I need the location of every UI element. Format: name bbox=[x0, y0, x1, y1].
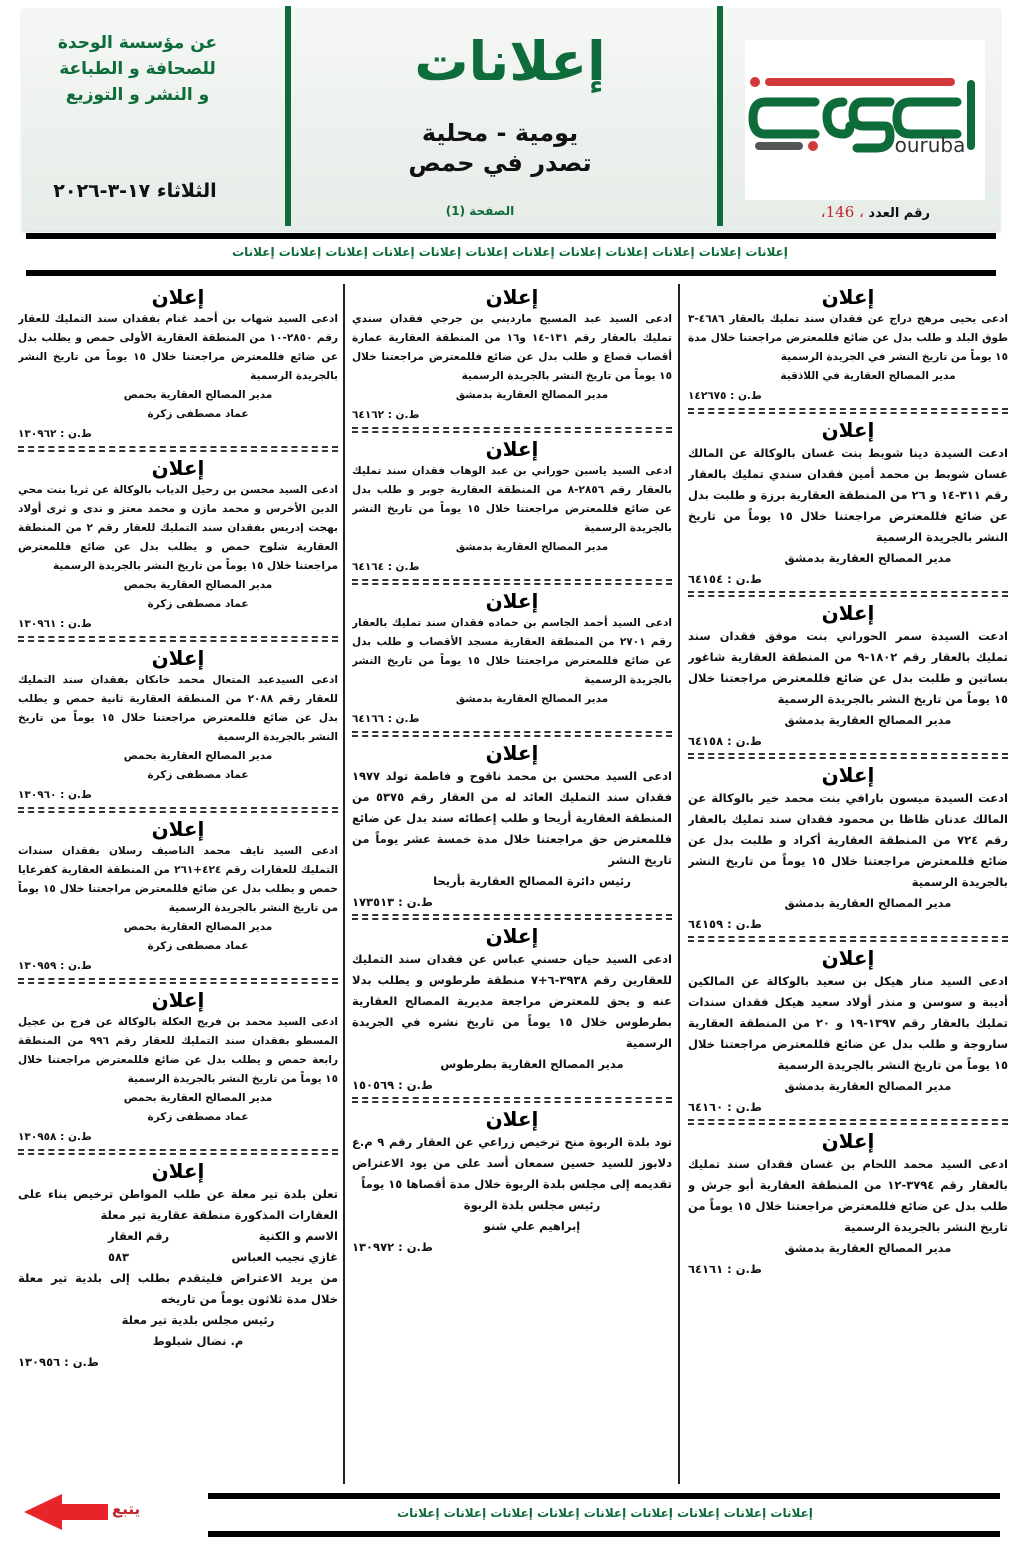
classified-ad bbox=[688, 600, 1008, 751]
ad-signatory-name: عماد مصطفى زكرة bbox=[147, 1111, 249, 1123]
ad-heading: إعلان bbox=[821, 601, 875, 625]
page-number: الصفحة (1) bbox=[445, 204, 515, 218]
ad-heading: إعلان bbox=[151, 646, 205, 670]
table-header-property: رقم العقار bbox=[108, 1229, 170, 1243]
ad-reference: ط.ن : ٦٤١٦١ bbox=[688, 1262, 762, 1276]
ad-body: ادعت السيدة سمر الحوراني بنت موفق فقدان سند تمليك بالعقار رقم ١٨٠٢-٩ من المنطقة العقارية شاغور بساتين و طلبت بدل عن ضائع فللمعترض مراجعتنا خلال ١٥ يوماً من تاريخ النشر بالجريدة الرسمية bbox=[688, 629, 1008, 706]
ad-signature: مدير المصالح العقارية بدمشق bbox=[455, 693, 609, 705]
ad-signatory-name: م. نضال شبلوط bbox=[152, 1334, 244, 1348]
ad-table-header bbox=[18, 1226, 338, 1247]
ad-signature: رئيس دائرة المصالح العقارية بأريحا bbox=[433, 874, 631, 888]
ad-reference: ط.ن : ٦٤١٥٨ bbox=[688, 734, 762, 748]
classified-ad bbox=[18, 645, 338, 805]
issue-date: الثلاثاء ١٧-٣-٢٠٢٦ bbox=[53, 180, 217, 202]
ad-heading: إعلان bbox=[485, 924, 539, 948]
ad-separator bbox=[18, 446, 338, 452]
newspaper-logo bbox=[745, 40, 985, 200]
ad-heading: إعلان bbox=[821, 1129, 875, 1153]
logo-graphic bbox=[745, 40, 985, 200]
ad-body: ادعى السيد محسن بن محمد ناقوح و فاطمة تولد ١٩٧٧ فقدان سند التمليك العائد له من العقار رقم ٥٣٧٥ من المنطقة العقارية أريحا و طلب إعطائه سند بدل عن ضائع فللمعترض حق مراجعتنا خلال مدة خمسة عشر يوماً من تاريخ النشر bbox=[352, 769, 672, 867]
ad-signature: مدير المصالح العقارية بحمص bbox=[123, 750, 273, 762]
publisher-info bbox=[30, 30, 245, 108]
ad-signatory-name: إبراهيم علي شنو bbox=[483, 1219, 581, 1233]
column-divider bbox=[678, 284, 680, 1484]
ad-separator bbox=[352, 731, 672, 737]
ad-reference: ط.ن : ١٣٠٩٦٠ bbox=[18, 789, 92, 801]
footer-rule bbox=[208, 1493, 1000, 1499]
subtitle bbox=[350, 118, 650, 178]
publisher-line: عن مؤسسة الوحدة bbox=[57, 33, 218, 53]
ad-separator bbox=[352, 1097, 672, 1103]
ad-signatory-name: عماد مصطفى زكرة bbox=[147, 598, 249, 610]
ad-separator bbox=[688, 591, 1008, 597]
page-title: إعلانات bbox=[414, 30, 606, 93]
publisher-line: و النشر و التوزيع bbox=[65, 85, 210, 105]
column-middle bbox=[352, 284, 672, 1484]
table-header-name: الاسم و الكنية bbox=[258, 1229, 338, 1243]
ad-separator bbox=[688, 936, 1008, 942]
ad-signatory-name: عماد مصطفى زكرة bbox=[147, 408, 249, 420]
ad-body: ادعت السيدة دينا شوبط بنت غسان بالوكالة عن المالك غسان شوبط بن محمد أمين فقدان سندي تمليك بالعقار رقم ٣١١-١٤ و ٢٦ من المنطقة العقارية برزة و طلبت بدل عن ضائع فللمعترض مراجعتنا خلال ١٥ يوماً من تاريخ النشر بالجريدة الرسمية bbox=[688, 446, 1008, 544]
ad-reference: ط.ن : ٦٤١٥٩ bbox=[688, 917, 762, 931]
ad-signature: رئيس مجلس بلدة الربوة bbox=[463, 1198, 601, 1212]
ad-reference: ط.ن : ١٧٣٥١٣ bbox=[352, 895, 433, 909]
ad-heading: إعلان bbox=[821, 946, 875, 970]
ad-body: ادعى السيد شهاب بن أحمد غنام بفقدان سند التمليك للعقار رقم ٢٨٥٠-١٠ من المنطقة العقارية الأولى حمص و يطلب بدل عن ضائع فللمعترض مراجعتنا خلال ١٥ يوماً من تاريخ النشر بالجريدة الرسمية bbox=[18, 313, 338, 382]
ad-heading: إعلان bbox=[151, 817, 205, 841]
ad-reference: ط.ن : ١٤٢٦٧٥ bbox=[688, 390, 762, 402]
ad-separator bbox=[688, 408, 1008, 414]
ad-body: ادعت السيدة ميسون بارافي بنت محمد خير بالوكالة عن المالك عدنان ظاظا بن محمود فقدان سند تمليك بالعقار رقم ٧٢٤ من المنطقة العقارية أكراد و طلبت بدل عن ضائع فللمعترض مراجعتنا خلال ١٥ يوماً من تاريخ النشر بالجريدة الرسمية bbox=[688, 791, 1008, 889]
ad-reference: ط.ن : ١٣٠٩٥٦ bbox=[18, 1355, 99, 1369]
banner-text: إعلانات إعلانات إعلانات إعلانات إعلانات إعلانات إعلانات إعلانات إعلانات إعلانات إعلانات إعلانات bbox=[232, 245, 788, 259]
logo-latin-text: ouruba bbox=[894, 133, 966, 157]
ad-body: ادعى السيد محسن بن رحيل الدياب بالوكالة عن ثريا بنت محي الدين الأخرس و محمد مازن و محمد معتز و ندى و ثرى أولاد بهجت إدريس بفقدان سند التمليك للعقار رقم ٢ من المنطقة العقارية شلوح حمص و يطلب بدل عن ضائع فللمعترض مراجعتنا خلال ١٥ يوماً من تاريخ النشر بالجريدة الرسمية bbox=[18, 484, 338, 572]
ad-separator bbox=[352, 579, 672, 585]
ad-table-row bbox=[18, 1247, 338, 1268]
classified-ad bbox=[688, 417, 1008, 589]
ad-heading: إعلان bbox=[485, 437, 539, 461]
ad-body: ادعى السيد منار هيكل بن سعيد بالوكالة عن المالكين أديبة و سوسن و منذر أولاد سعيد هيكل فقدان سندات تمليك بالعقار رقم ١٣٩٧-١٩ و ٢٠ من المنطقة العقارية ساروجة و طلب بدل عن ضائع فللمعترض مراجعتنا خلال ١٥ يوماً من تاريخ النشر بالجريدة الرسمية bbox=[688, 974, 1008, 1072]
classified-ad bbox=[352, 284, 672, 425]
ad-reference: ط.ن : ٦٤١٦٤ bbox=[352, 561, 420, 573]
ad-separator bbox=[18, 807, 338, 813]
ad-reference: ط.ن : ١٣٠٩٦١ bbox=[18, 618, 92, 630]
column-right bbox=[688, 284, 1008, 1484]
ad-reference: ط.ن : ٦٤١٥٤ bbox=[688, 572, 762, 586]
ad-body: ادعى السيد نايف محمد الناصيف رسلان بفقدان سندات التمليك للعقارات رقم ٤٢٤+٢٦١ من المنطقة العقارية كفرعايا حمص و يطلب بدل عن ضائع فللمعترض مراجعتنا خلال ١٥ يوماً من تاريخ النشر بالجريدة الرسمية bbox=[18, 845, 338, 914]
ad-heading: إعلان bbox=[821, 285, 875, 309]
issue-number: رقم العدد ، 146، bbox=[820, 203, 930, 221]
classified-ad bbox=[688, 762, 1008, 934]
ad-body: ادعى السيدعبد المتعال محمد خانكان بفقدان سند التمليك للعقار رقم ٢٠٨٨ من المنطقة العقارية ثانية حمص و يطلب بدل عن ضائع فللمعترض مراجعتنا خلال ١٥ يوماً من تاريخ النشر بالجريدة الرسمية bbox=[18, 674, 338, 743]
classified-ad bbox=[18, 816, 338, 976]
ad-heading: إعلان bbox=[485, 589, 539, 613]
ad-signature: مدير المصالح العقارية بدمشق bbox=[784, 713, 952, 727]
continued-label: يتبع bbox=[112, 1500, 141, 1518]
ad-separator bbox=[688, 753, 1008, 759]
ad-reference: ط.ن : ١٣٠٩٧٢ bbox=[352, 1240, 433, 1254]
classified-ad bbox=[18, 455, 338, 634]
ad-body-continued: من يريد الاعتراض فليتقدم بطلب إلى بلدية تير معلة خلال مدة ثلاثون يوماً من تاريخه bbox=[18, 1271, 338, 1306]
ad-reference: ط.ن : ١٣٠٩٦٢ bbox=[18, 428, 92, 440]
ad-signature: مدير المصالح العقارية بدمشق bbox=[784, 1079, 952, 1093]
ad-reference: ط.ن : ١٥٠٥٦٩ bbox=[352, 1078, 433, 1092]
ad-signature: مدير المصالح العقارية بدمشق bbox=[784, 896, 952, 910]
banner-rule bbox=[26, 270, 996, 276]
ad-heading: إعلان bbox=[821, 763, 875, 787]
issue-value: 146 bbox=[825, 203, 855, 221]
ad-separator bbox=[688, 1119, 1008, 1125]
ad-heading: إعلان bbox=[151, 285, 205, 309]
classified-ad bbox=[352, 923, 672, 1095]
ad-signatory-name: عماد مصطفى زكرة bbox=[147, 769, 249, 781]
ad-heading: إعلان bbox=[151, 1159, 205, 1183]
ad-signature: مدير المصالح العقارية بحمص bbox=[123, 1092, 273, 1104]
ad-signature: مدير المصالح العقارية بطرطوس bbox=[440, 1057, 624, 1071]
column-left bbox=[18, 284, 338, 1484]
ad-body: ادعى السيد محمد بن فريج العكلة بالوكالة عن فرج بن عجيل المسطو بفقدان سند التمليك للعقار رقم ٩٩٦ من المنطقة رابعة حمص و يطلب بدل عن ضائع فللمعترض مراجعتنا خلال ١٥ يوماً من تاريخ النشر بالجريدة الرسمية bbox=[18, 1016, 338, 1085]
ad-signature: مدير المصالح العقارية بحمص bbox=[123, 921, 273, 933]
classified-ad bbox=[352, 1106, 672, 1257]
footer-rule bbox=[208, 1531, 1000, 1537]
ad-separator bbox=[18, 636, 338, 642]
header-divider bbox=[285, 6, 291, 226]
ad-separator bbox=[352, 914, 672, 920]
ad-body: ادعى السيد ياسين حوراني بن عبد الوهاب فقدان سند تمليك بالعقار رقم ٢٨٥٦-٨ من المنطقة العقارية جوبر و طلب بدل عن ضائع فللمعترض مراجعتنا خلال ١٥ يوماً من تاريخ النشر بالجريدة الرسمية bbox=[352, 465, 672, 534]
arrow-left-icon bbox=[24, 1494, 110, 1530]
ad-reference: ط.ن : ٦٤١٦٢ bbox=[352, 409, 420, 421]
ad-separator bbox=[18, 978, 338, 984]
table-cell-name: غازي نجيب العباس bbox=[231, 1250, 338, 1264]
ad-reference: ط.ن : ١٣٠٩٥٨ bbox=[18, 1131, 92, 1143]
ad-reference: ط.ن : ١٣٠٩٥٩ bbox=[18, 960, 92, 972]
ad-heading: إعلان bbox=[485, 1107, 539, 1131]
ad-signature: مدير المصالح العقارية بدمشق bbox=[784, 551, 952, 565]
ad-signature: مدير المصالح العقارية في اللاذقية bbox=[780, 370, 956, 382]
issue-label: رقم العدد bbox=[868, 206, 930, 221]
subtitle-location: تصدر في حمص bbox=[408, 149, 592, 177]
ad-reference: ط.ن : ٦٤١٦٠ bbox=[688, 1100, 762, 1114]
ad-separator bbox=[18, 1149, 338, 1155]
classified-ad bbox=[18, 284, 338, 444]
ad-heading: إعلان bbox=[151, 456, 205, 480]
classified-ad bbox=[18, 1158, 338, 1372]
ad-body: ادعى السيد حيان حسني عباس عن فقدان سند التمليك للعقارين رقم ٣٩٣٨-٦+٧ منطقة طرطوس و يطلب بدلا عنه و يحق للمعترض مراجعة مديرية المصالح العقارية بطرطوس خلال ١٥ يوماً من تاريخ نشره في الجريدة الرسمية bbox=[352, 952, 672, 1050]
ad-separator bbox=[352, 427, 672, 433]
classified-ad bbox=[352, 740, 672, 912]
classified-ad bbox=[688, 945, 1008, 1117]
classified-ad bbox=[688, 284, 1008, 406]
column-divider bbox=[343, 284, 345, 1484]
classified-ad bbox=[18, 987, 338, 1147]
classified-ad bbox=[352, 436, 672, 577]
ad-body: ادعى السيد عبد المسيح مارديني بن جرجي فقدان سندي تمليك بالعقار رقم ١٣١-١٤ و١٦ من المنطقة العقارية عمارة أقصاب قصاع و طلب بدل عن ضائع فللمعترض مراجعتنا خلال ١٥ يوماً من تاريخ النشر بالجريدة الرسمية bbox=[352, 313, 672, 382]
table-cell-property: ٥٨٣ bbox=[108, 1250, 130, 1264]
ad-reference: ط.ن : ٦٤١٦٦ bbox=[352, 713, 420, 725]
ad-signature: مدير المصالح العقارية بدمشق bbox=[455, 389, 609, 401]
ad-body: ادعى السيد أحمد الجاسم بن حماده فقدان سند تمليك بالعقار رقم ٢٧٠١ من المنطقة العقارية مسجد الأقصاب و طلب بدل عن ضائع فللمعترض مراجعتنا خلال ١٥ يوماً من تاريخ النشر بالجريدة الرسمية bbox=[352, 617, 672, 686]
ad-body: ادعى يحيى مرهج دراج عن فقدان سند تمليك بالعقار ٤٦٨٦-٣ طوق البلد و طلب بدل عن ضائع فللمعترض مراجعتنا خلال مدة ١٥ يوماً من تاريخ النشر في الجريدة الرسمية bbox=[688, 313, 1008, 363]
ad-signature: رئيس مجلس بلدية تير معلة bbox=[121, 1313, 275, 1327]
ad-body: تعلن بلدة تير معلة عن طلب المواطن ترخيص بناء على العقارات المذكورة منطقة عقارية تير معلة bbox=[18, 1187, 338, 1222]
ad-body: ادعى السيد محمد اللحام بن غسان فقدان سند تمليك بالعقار رقم ٣٧٩٤-١٢ من المنطقة العقارية أبو جرش و طلب بدل عن ضائع فللمعترض مراجعتنا خلال ١٥ يوماً من تاريخ النشر بالجريدة الرسمية bbox=[688, 1157, 1008, 1234]
ad-body: تود بلدة الربوة منح ترخيص زراعي عن العقار رقم ٩ م.ع دلابوز للسيد حسين سمعان أسد على من يود الاعتراض تقديمه إلى مجلس بلدة الربوة خلال مدة أقصاها ١٥ يوماً bbox=[352, 1135, 672, 1191]
ad-heading: إعلان bbox=[151, 988, 205, 1012]
ad-signature: مدير المصالح العقارية بدمشق bbox=[455, 541, 609, 553]
subtitle-frequency: يومية - محلية bbox=[421, 119, 579, 147]
ad-signatory-name: عماد مصطفى زكرة bbox=[147, 940, 249, 952]
ad-signature: مدير المصالح العقارية بحمص bbox=[123, 389, 273, 401]
ad-heading: إعلان bbox=[485, 285, 539, 309]
banner-rule bbox=[26, 233, 996, 239]
header-divider bbox=[717, 6, 723, 226]
classified-ad bbox=[688, 1128, 1008, 1279]
ad-heading: إعلان bbox=[485, 741, 539, 765]
ad-signature: مدير المصالح العقارية بحمص bbox=[123, 579, 273, 591]
ad-heading: إعلان bbox=[821, 418, 875, 442]
publisher-line: للصحافة و الطباعة bbox=[59, 59, 216, 79]
classified-ad bbox=[352, 588, 672, 729]
footer-banner-text: إعلانات إعلانات إعلانات إعلانات إعلانات إعلانات إعلانات إعلانات إعلانات bbox=[397, 1506, 813, 1520]
ad-signature: مدير المصالح العقارية بدمشق bbox=[784, 1241, 952, 1255]
